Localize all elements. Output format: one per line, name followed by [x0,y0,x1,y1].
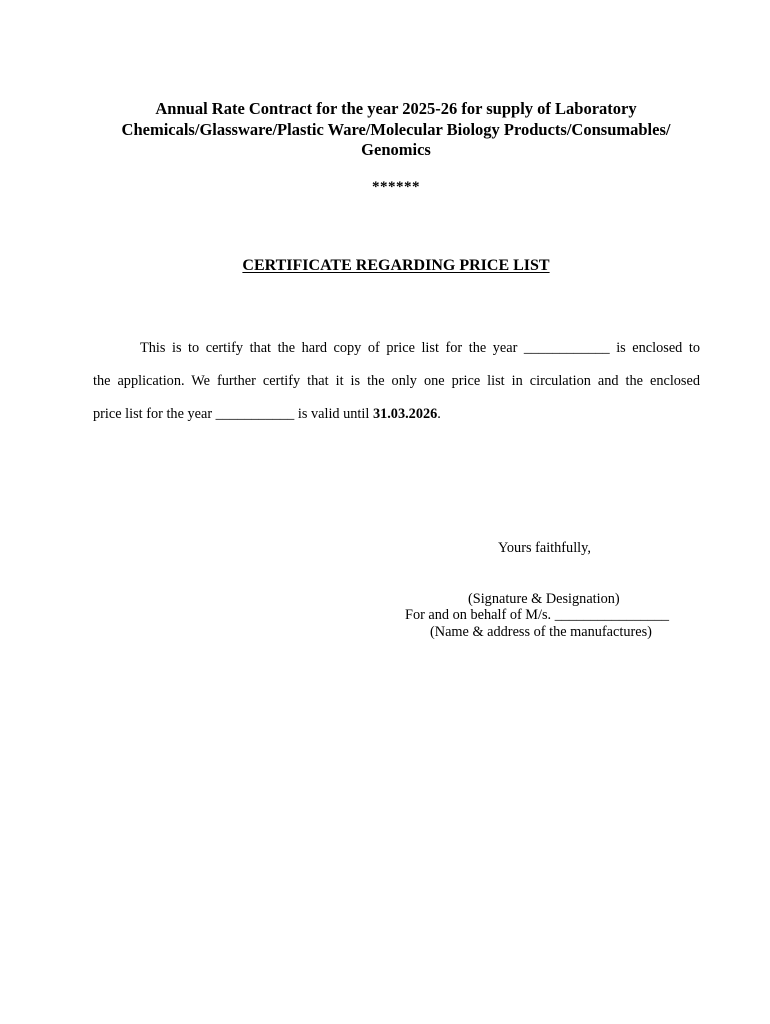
on-behalf-of-line: For and on behalf of M/s. ________________ [405,607,670,623]
signature-designation: (Signature & Designation) [468,591,620,607]
separator-stars: ****** [372,179,420,195]
document-title-line-2: Chemicals/Glassware/Plastic Ware/Molecular Biology Products/Consumables/ [121,120,671,139]
closing-text: Yours faithfully, [498,540,591,556]
valid-until-date: 31.03.2026 [372,406,438,422]
document-title-line-1: Annual Rate Contract for the year 2025-26 for supply of Laboratory [155,99,637,118]
body-line-1: This is to certify that the hard copy of price list for the year ____________ is enclosed to [140,340,700,356]
name-address-line: (Name & address of the manufactures) [430,624,652,640]
body-line-2: the application. We further certify that it is the only one price list in circulation and the enclosed [93,373,700,389]
document-title-line-3: Genomics [361,140,431,159]
certificate-heading: CERTIFICATE REGARDING PRICE LIST [242,257,550,274]
body-line-3-text: price list for the year ___________ is valid until [93,406,373,422]
body-line-3-end: . [437,406,441,422]
body-line-3 [93,407,441,421]
